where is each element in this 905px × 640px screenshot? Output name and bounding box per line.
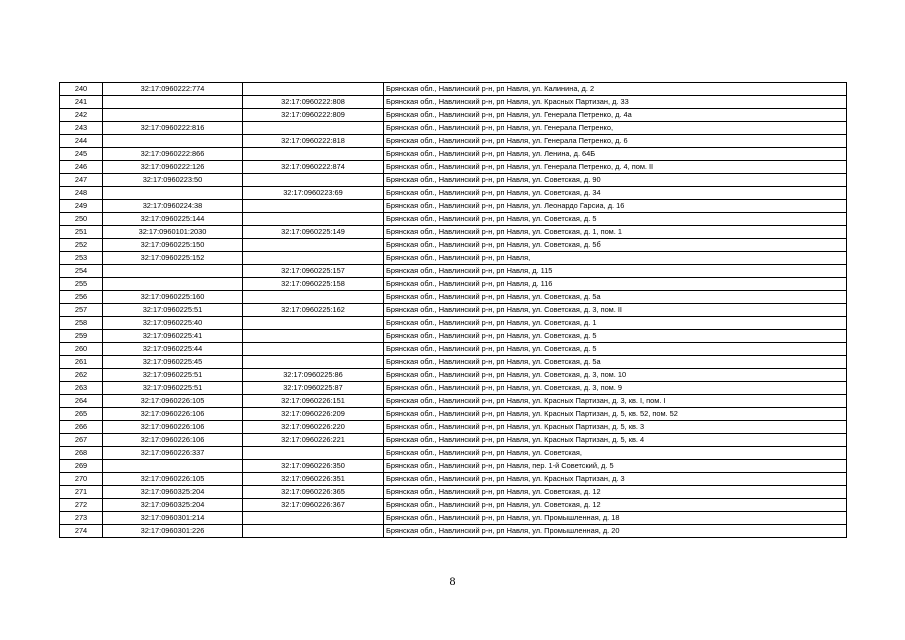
address-cell: Брянская обл., Навлинский р-н, рп Навля, ул. Советская, д. 5 <box>384 213 847 226</box>
cadastral-number-cell <box>103 96 243 109</box>
row-number-cell: 259 <box>60 330 103 343</box>
row-number-cell: 253 <box>60 252 103 265</box>
related-cadastral-number-cell <box>243 239 384 252</box>
table-row <box>60 421 847 434</box>
address-cell: Брянская обл., Навлинский р-н, рп Навля, ул. Советская, д. 5 <box>384 330 847 343</box>
row-number-cell: 266 <box>60 421 103 434</box>
table-row <box>60 408 847 421</box>
row-number-cell: 245 <box>60 148 103 161</box>
related-cadastral-number-cell: 32:17:0960226:220 <box>243 421 384 434</box>
row-number-cell: 240 <box>60 83 103 96</box>
table-row <box>60 486 847 499</box>
cadastral-number-cell: 32:17:0960225:45 <box>103 356 243 369</box>
related-cadastral-number-cell <box>243 330 384 343</box>
row-number-cell: 268 <box>60 447 103 460</box>
table-row <box>60 317 847 330</box>
table-row <box>60 525 847 538</box>
related-cadastral-number-cell: 32:17:0960223:69 <box>243 187 384 200</box>
table-row <box>60 161 847 174</box>
address-cell: Брянская обл., Навлинский р-н, рп Навля, ул. Красных Партизан, д. 5, кв. 3 <box>384 421 847 434</box>
address-cell: Брянская обл., Навлинский р-н, рп Навля, д. 116 <box>384 278 847 291</box>
table-row <box>60 148 847 161</box>
address-cell: Брянская обл., Навлинский р-н, рп Навля, ул. Советская, д. 34 <box>384 187 847 200</box>
cadastral-number-cell: 32:17:0960226:105 <box>103 473 243 486</box>
cadastral-number-cell: 32:17:0960225:144 <box>103 213 243 226</box>
table-row <box>60 252 847 265</box>
address-cell: Брянская обл., Навлинский р-н, рп Навля, пер. 1-й Советский, д. 5 <box>384 460 847 473</box>
cadastral-number-cell: 32:17:0960222:774 <box>103 83 243 96</box>
row-number-cell: 251 <box>60 226 103 239</box>
related-cadastral-number-cell: 32:17:0960225:162 <box>243 304 384 317</box>
related-cadastral-number-cell: 32:17:0960222:808 <box>243 96 384 109</box>
related-cadastral-number-cell: 32:17:0960226:221 <box>243 434 384 447</box>
row-number-cell: 246 <box>60 161 103 174</box>
cadastral-number-cell <box>103 187 243 200</box>
address-cell: Брянская обл., Навлинский р-н, рп Навля, ул. Ленина, д. 64Б <box>384 148 847 161</box>
table-row <box>60 213 847 226</box>
related-cadastral-number-cell <box>243 291 384 304</box>
table-row <box>60 174 847 187</box>
table-row <box>60 330 847 343</box>
table-row <box>60 291 847 304</box>
cadastral-number-cell: 32:17:0960225:160 <box>103 291 243 304</box>
related-cadastral-number-cell: 32:17:0960226:209 <box>243 408 384 421</box>
address-cell: Брянская обл., Навлинский р-н, рп Навля, <box>384 252 847 265</box>
related-cadastral-number-cell <box>243 512 384 525</box>
cadastral-number-cell: 32:17:0960225:51 <box>103 304 243 317</box>
address-cell: Брянская обл., Навлинский р-н, рп Навля, ул. Советская, д. 12 <box>384 499 847 512</box>
related-cadastral-number-cell: 32:17:0960226:350 <box>243 460 384 473</box>
address-cell: Брянская обл., Навлинский р-н, рп Навля, ул. Советская, д. 5а <box>384 291 847 304</box>
cadastral-number-cell: 32:17:0960225:40 <box>103 317 243 330</box>
row-number-cell: 272 <box>60 499 103 512</box>
related-cadastral-number-cell: 32:17:0960222:818 <box>243 135 384 148</box>
related-cadastral-number-cell: 32:17:0960225:86 <box>243 369 384 382</box>
address-cell: Брянская обл., Навлинский р-н, рп Навля, ул. Генерала Петренко, д. 4, пом. II <box>384 161 847 174</box>
row-number-cell: 263 <box>60 382 103 395</box>
related-cadastral-number-cell <box>243 317 384 330</box>
cadastral-number-cell: 32:17:0960301:214 <box>103 512 243 525</box>
table-row <box>60 226 847 239</box>
cadastral-number-cell: 32:17:0960223:50 <box>103 174 243 187</box>
row-number-cell: 271 <box>60 486 103 499</box>
row-number-cell: 242 <box>60 109 103 122</box>
row-number-cell: 256 <box>60 291 103 304</box>
cadastral-number-cell: 32:17:0960222:126 <box>103 161 243 174</box>
row-number-cell: 247 <box>60 174 103 187</box>
cadastral-number-cell: 32:17:0960224:38 <box>103 200 243 213</box>
cadastral-number-cell: 32:17:0960301:226 <box>103 525 243 538</box>
table-row <box>60 239 847 252</box>
table-row <box>60 382 847 395</box>
cadastral-number-cell: 32:17:0960225:152 <box>103 252 243 265</box>
row-number-cell: 255 <box>60 278 103 291</box>
row-number-cell: 267 <box>60 434 103 447</box>
row-number-cell: 244 <box>60 135 103 148</box>
registry-table <box>59 82 847 538</box>
table-row <box>60 109 847 122</box>
table-row <box>60 96 847 109</box>
related-cadastral-number-cell <box>243 148 384 161</box>
address-cell: Брянская обл., Навлинский р-н, рп Навля, ул. Красных Партизан, д. 5, кв. 52, пом. 52 <box>384 408 847 421</box>
cadastral-number-cell: 32:17:0960225:51 <box>103 382 243 395</box>
row-number-cell: 273 <box>60 512 103 525</box>
address-cell: Брянская обл., Навлинский р-н, рп Навля, ул. Советская, д. 1 <box>384 317 847 330</box>
address-cell: Брянская обл., Навлинский р-н, рп Навля, д. 115 <box>384 265 847 278</box>
address-cell: Брянская обл., Навлинский р-н, рп Навля, ул. Генерала Петренко, <box>384 122 847 135</box>
related-cadastral-number-cell: 32:17:0960225:87 <box>243 382 384 395</box>
table-row <box>60 473 847 486</box>
row-number-cell: 264 <box>60 395 103 408</box>
row-number-cell: 254 <box>60 265 103 278</box>
related-cadastral-number-cell: 32:17:0960225:158 <box>243 278 384 291</box>
cadastral-number-cell: 32:17:0960226:106 <box>103 434 243 447</box>
row-number-cell: 243 <box>60 122 103 135</box>
row-number-cell: 274 <box>60 525 103 538</box>
table-row <box>60 369 847 382</box>
related-cadastral-number-cell: 32:17:0960226:151 <box>243 395 384 408</box>
cadastral-number-cell: 32:17:0960101:2030 <box>103 226 243 239</box>
address-cell: Брянская обл., Навлинский р-н, рп Навля, ул. Красных Партизан, д. 5, кв. 4 <box>384 434 847 447</box>
address-cell: Брянская обл., Навлинский р-н, рп Навля, ул. Советская, д. 3, пом. 10 <box>384 369 847 382</box>
cadastral-number-cell: 32:17:0960226:106 <box>103 408 243 421</box>
row-number-cell: 269 <box>60 460 103 473</box>
related-cadastral-number-cell: 32:17:0960226:367 <box>243 499 384 512</box>
related-cadastral-number-cell: 32:17:0960222:809 <box>243 109 384 122</box>
address-cell: Брянская обл., Навлинский р-н, рп Навля, ул. Советская, д. 5б <box>384 239 847 252</box>
table-row <box>60 343 847 356</box>
table-row <box>60 187 847 200</box>
table-row <box>60 265 847 278</box>
row-number-cell: 265 <box>60 408 103 421</box>
related-cadastral-number-cell <box>243 356 384 369</box>
registry-table-body <box>60 83 847 538</box>
address-cell: Брянская обл., Навлинский р-н, рп Навля, ул. Леонардо Гарсиа, д. 16 <box>384 200 847 213</box>
address-cell: Брянская обл., Навлинский р-н, рп Навля, ул. Советская, д. 5а <box>384 356 847 369</box>
row-number-cell: 270 <box>60 473 103 486</box>
cadastral-number-cell: 32:17:0960226:106 <box>103 421 243 434</box>
address-cell: Брянская обл., Навлинский р-н, рп Навля, ул. Генерала Петренко, д. 4а <box>384 109 847 122</box>
row-number-cell: 249 <box>60 200 103 213</box>
related-cadastral-number-cell <box>243 252 384 265</box>
related-cadastral-number-cell <box>243 122 384 135</box>
address-cell: Брянская обл., Навлинский р-н, рп Навля, ул. Красных Партизан, д. 33 <box>384 96 847 109</box>
address-cell: Брянская обл., Навлинский р-н, рп Навля, ул. Советская, <box>384 447 847 460</box>
related-cadastral-number-cell: 32:17:0960225:157 <box>243 265 384 278</box>
related-cadastral-number-cell <box>243 525 384 538</box>
address-cell: Брянская обл., Навлинский р-н, рп Навля, ул. Генерала Петренко, д. 6 <box>384 135 847 148</box>
table-row <box>60 122 847 135</box>
row-number-cell: 257 <box>60 304 103 317</box>
cadastral-number-cell <box>103 135 243 148</box>
cadastral-number-cell <box>103 278 243 291</box>
cadastral-number-cell: 32:17:0960225:150 <box>103 239 243 252</box>
related-cadastral-number-cell: 32:17:0960226:365 <box>243 486 384 499</box>
table-row <box>60 499 847 512</box>
address-cell: Брянская обл., Навлинский р-н, рп Навля, ул. Промышленная, д. 18 <box>384 512 847 525</box>
related-cadastral-number-cell <box>243 213 384 226</box>
related-cadastral-number-cell: 32:17:0960222:874 <box>243 161 384 174</box>
related-cadastral-number-cell: 32:17:0960225:149 <box>243 226 384 239</box>
address-cell: Брянская обл., Навлинский р-н, рп Навля, ул. Советская, д. 12 <box>384 486 847 499</box>
address-cell: Брянская обл., Навлинский р-н, рп Навля, ул. Советская, д. 3, пом. 9 <box>384 382 847 395</box>
cadastral-number-cell: 32:17:0960222:816 <box>103 122 243 135</box>
table-row <box>60 395 847 408</box>
address-cell: Брянская обл., Навлинский р-н, рп Навля, ул. Советская, д. 3, пом. II <box>384 304 847 317</box>
table-row <box>60 304 847 317</box>
related-cadastral-number-cell <box>243 447 384 460</box>
table-row <box>60 135 847 148</box>
cadastral-number-cell: 32:17:0960325:204 <box>103 486 243 499</box>
related-cadastral-number-cell: 32:17:0960226:351 <box>243 473 384 486</box>
cadastral-number-cell <box>103 265 243 278</box>
cadastral-number-cell: 32:17:0960225:44 <box>103 343 243 356</box>
row-number-cell: 262 <box>60 369 103 382</box>
table-row <box>60 434 847 447</box>
address-cell: Брянская обл., Навлинский р-н, рп Навля, ул. Красных Партизан, д. 3 <box>384 473 847 486</box>
related-cadastral-number-cell <box>243 200 384 213</box>
address-cell: Брянская обл., Навлинский р-н, рп Навля, ул. Советская, д. 90 <box>384 174 847 187</box>
related-cadastral-number-cell <box>243 83 384 96</box>
row-number-cell: 261 <box>60 356 103 369</box>
cadastral-number-cell <box>103 460 243 473</box>
table-row <box>60 278 847 291</box>
cadastral-number-cell: 32:17:0960225:51 <box>103 369 243 382</box>
table-row <box>60 200 847 213</box>
address-cell: Брянская обл., Навлинский р-н, рп Навля, ул. Калинина, д. 2 <box>384 83 847 96</box>
cadastral-number-cell <box>103 109 243 122</box>
row-number-cell: 250 <box>60 213 103 226</box>
row-number-cell: 252 <box>60 239 103 252</box>
page-number: 8 <box>449 574 456 588</box>
address-cell: Брянская обл., Навлинский р-н, рп Навля, ул. Красных Партизан, д. 3, кв. I, пом. I <box>384 395 847 408</box>
cadastral-number-cell: 32:17:0960226:337 <box>103 447 243 460</box>
related-cadastral-number-cell <box>243 343 384 356</box>
address-cell: Брянская обл., Навлинский р-н, рп Навля, ул. Советская, д. 1, пом. 1 <box>384 226 847 239</box>
table-row <box>60 356 847 369</box>
cadastral-number-cell: 32:17:0960222:866 <box>103 148 243 161</box>
address-cell: Брянская обл., Навлинский р-н, рп Навля, ул. Советская, д. 5 <box>384 343 847 356</box>
table-row <box>60 447 847 460</box>
row-number-cell: 258 <box>60 317 103 330</box>
row-number-cell: 248 <box>60 187 103 200</box>
cadastral-number-cell: 32:17:0960226:105 <box>103 395 243 408</box>
table-row <box>60 83 847 96</box>
row-number-cell: 260 <box>60 343 103 356</box>
cadastral-number-cell: 32:17:0960325:204 <box>103 499 243 512</box>
address-cell: Брянская обл., Навлинский р-н, рп Навля, ул. Промышленная, д. 20 <box>384 525 847 538</box>
row-number-cell: 241 <box>60 96 103 109</box>
table-row <box>60 512 847 525</box>
cadastral-number-cell: 32:17:0960225:41 <box>103 330 243 343</box>
table-row <box>60 460 847 473</box>
related-cadastral-number-cell <box>243 174 384 187</box>
